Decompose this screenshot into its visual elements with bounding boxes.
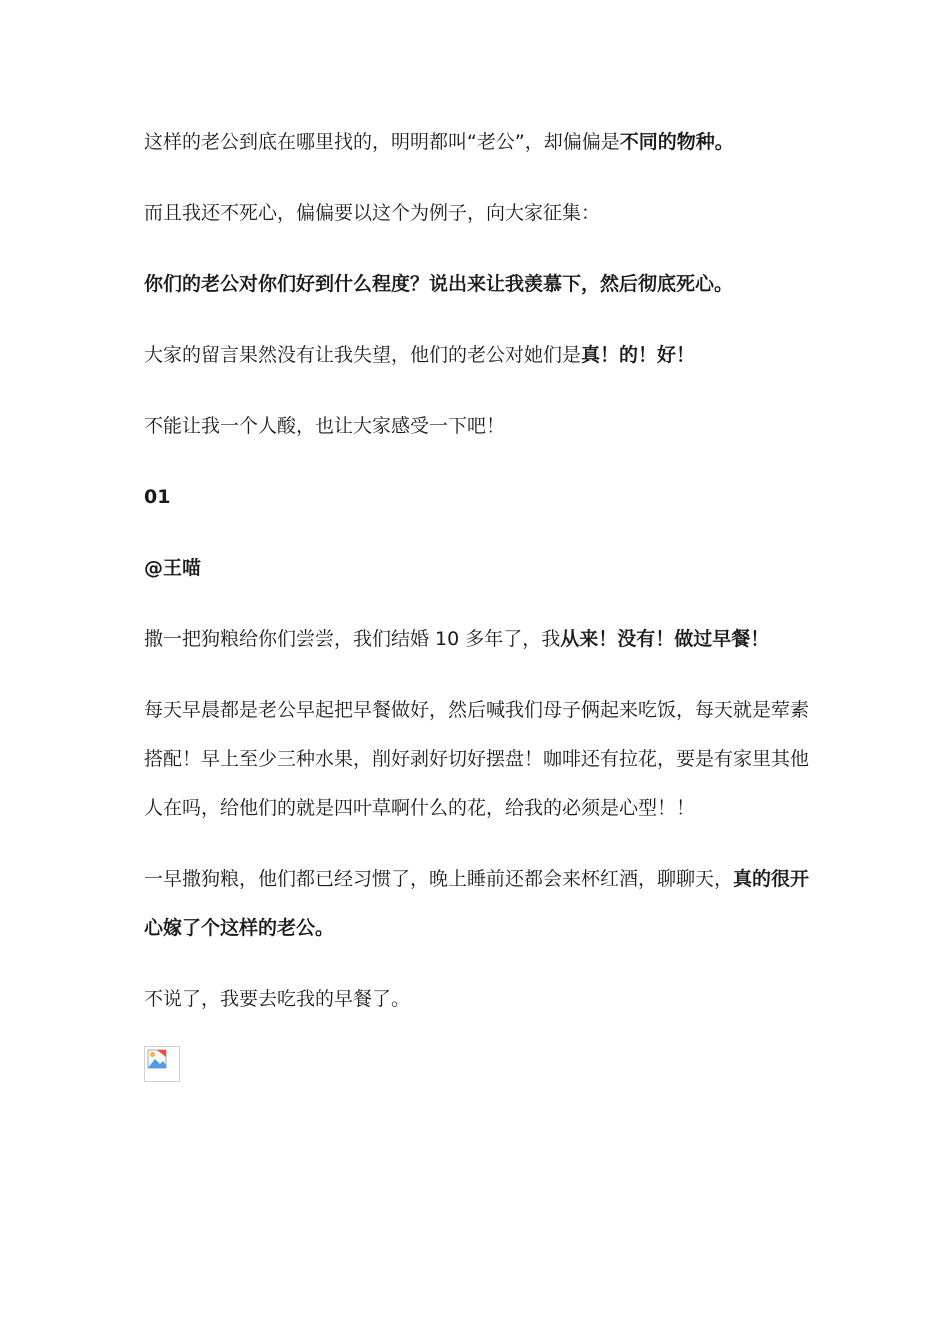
paragraph-8-text: 一早撒狗粮，他们都已经习惯了，晚上睡前还都会来杯红酒，聊聊天，	[144, 868, 734, 890]
paragraph-3-bold: 你们的老公对你们好到什么程度？说出来让我羡慕下，然后彻底死心。	[144, 273, 734, 295]
author-handle: @王喵	[144, 557, 202, 579]
paragraph-8	[144, 855, 824, 953]
paragraph-8-bold: 真的很开心嫁了个这样的老公。	[144, 868, 810, 939]
image-placeholder-icon	[147, 1049, 167, 1069]
section-number: 01	[144, 486, 171, 508]
paragraph-7: 每天早晨都是老公早起把早餐做好，然后喊我们母子俩起来吃饭，每天就是荤素搭配！早上至少三种水果，削好剥好切好摆盘！咖啡还有拉花，要是有家里其他人在吗，给他们的就是四叶草啊什么的花，给我的必须是心型！！	[144, 699, 810, 819]
paragraph-6	[144, 615, 824, 664]
paragraph-6-text: 撒一把狗粮给你们尝尝，我们结婚 10 多年了，我	[144, 628, 561, 650]
paragraph-1	[144, 118, 824, 167]
paragraph-9: 不说了，我要去吃我的早餐了。	[144, 988, 411, 1010]
broken-image-icon[interactable]	[144, 1046, 180, 1082]
paragraph-5: 不能让我一个人酸，也让大家感受一下吧！	[144, 415, 506, 437]
paragraph-2: 而且我还不死心，偏偏要以这个为例子，向大家征集：	[144, 202, 601, 224]
paragraph-1-bold: 不同的物种。	[619, 131, 734, 153]
paragraph-1-text: 这样的老公到底在哪里找的，明明都叫“老公”，却偏偏是	[144, 131, 620, 153]
paragraph-4-text: 大家的留言果然没有让我失望，他们的老公对她们是	[144, 344, 582, 366]
article-body	[144, 118, 824, 1082]
paragraph-4-bold: 真！的！好！	[581, 344, 696, 366]
paragraph-4	[144, 331, 824, 380]
paragraph-6-bold: 从来！没有！做过早餐！	[560, 628, 770, 650]
